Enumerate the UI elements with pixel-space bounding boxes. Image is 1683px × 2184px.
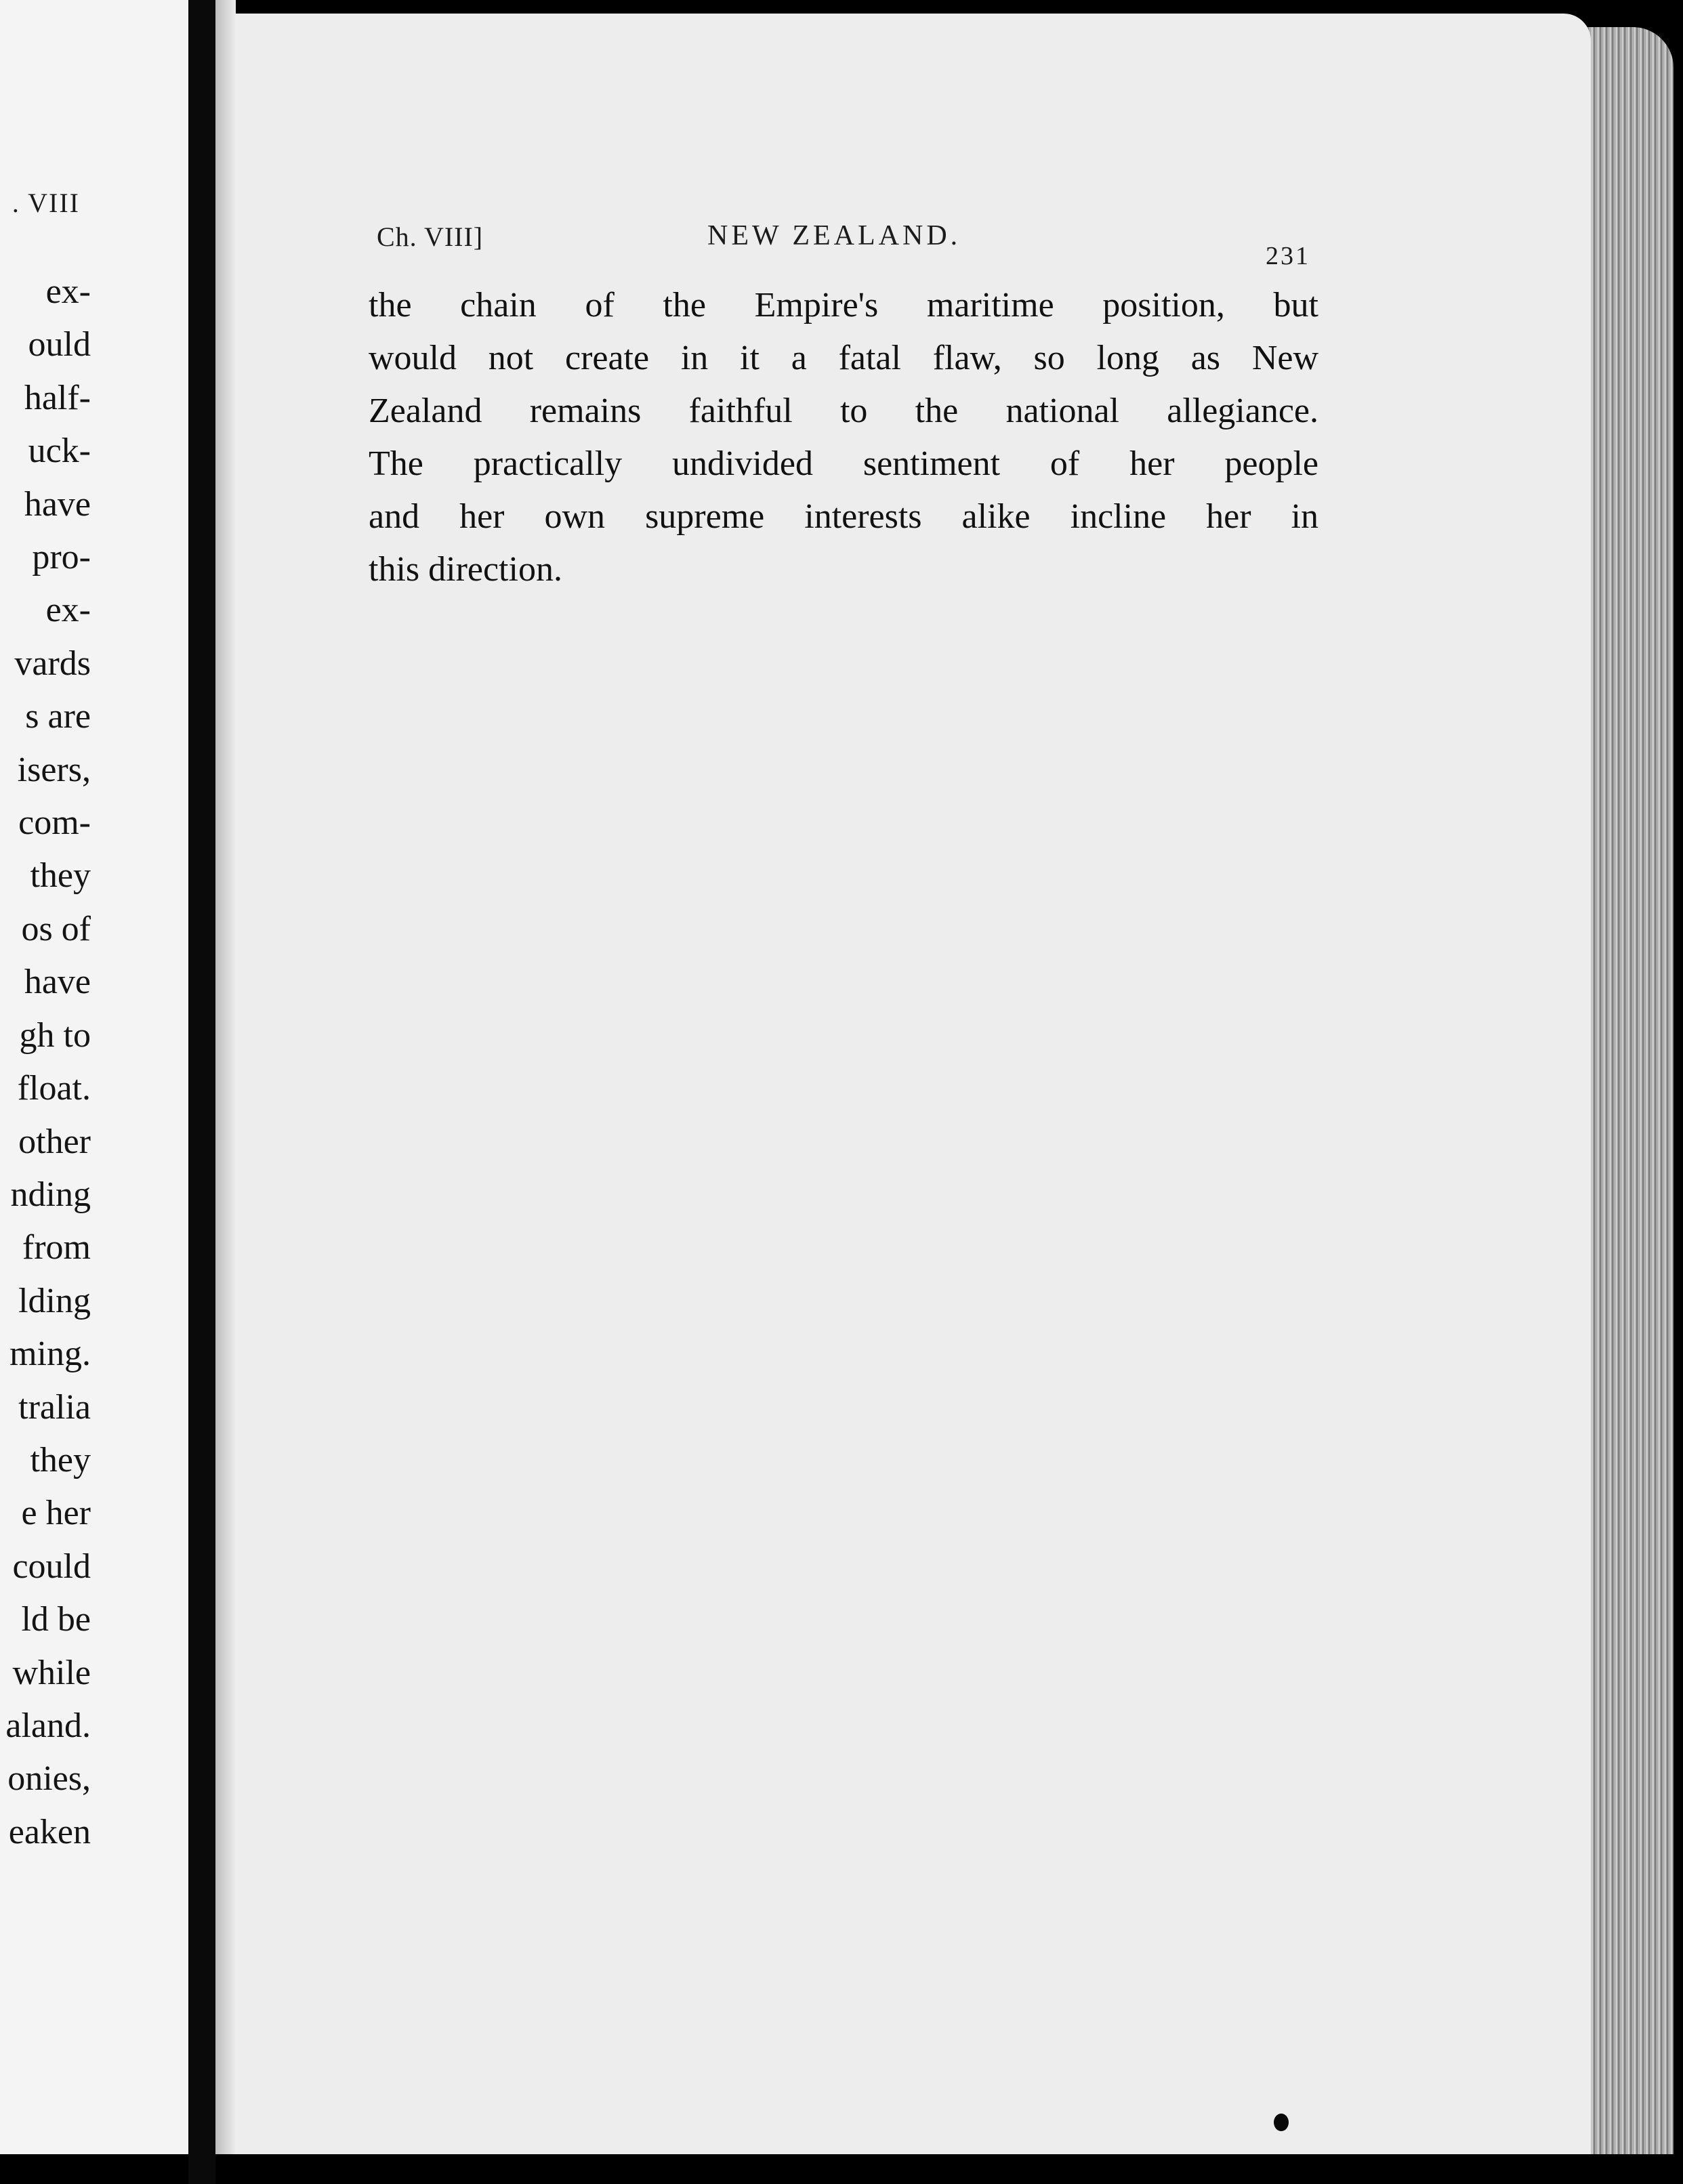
- left-line: from: [22, 1228, 91, 1267]
- left-line: eaken: [8, 1812, 91, 1851]
- left-line: os of: [21, 909, 91, 948]
- right-page: [236, 14, 1591, 2154]
- left-line: uck-: [28, 432, 91, 471]
- left-line: s are: [25, 697, 91, 736]
- page-number: 231: [1266, 242, 1310, 270]
- body-paragraph: [369, 279, 1318, 596]
- paragraph-line: The practically undivided sentiment of her people: [369, 444, 1318, 483]
- left-line: float.: [17, 1069, 91, 1108]
- paragraph-line: would not create in it a fatal flaw, so long as New: [369, 339, 1318, 377]
- left-line: they: [30, 1440, 91, 1479]
- left-line: com-: [18, 803, 91, 843]
- left-line: aland.: [5, 1706, 91, 1745]
- left-line: while: [12, 1653, 91, 1692]
- left-line: isers,: [17, 750, 91, 789]
- paragraph-line: the chain of the Empire's maritime position, but: [369, 286, 1318, 324]
- left-line: ould: [28, 325, 91, 364]
- ink-speck: [1274, 2114, 1289, 2131]
- paragraph-line: Zealand remains faithful to the national allegiance.: [369, 392, 1318, 430]
- book-gutter: [188, 0, 215, 2184]
- left-line: they: [30, 856, 91, 896]
- left-line: ld be: [21, 1600, 91, 1639]
- paragraph-line: and her own supreme interests alike incline her in: [369, 497, 1318, 536]
- running-title: NEW ZEALAND.: [707, 220, 961, 251]
- left-line: lding: [18, 1281, 91, 1320]
- left-line: gh to: [19, 1015, 91, 1055]
- left-line: nding: [10, 1175, 91, 1214]
- running-head: [236, 217, 1591, 270]
- left-page-text-column: [5, 266, 91, 1859]
- left-line: vards: [14, 644, 91, 683]
- left-line: ming.: [9, 1335, 91, 1374]
- left-running-head: . VIII: [12, 188, 80, 218]
- left-line: onies,: [7, 1759, 91, 1799]
- left-line: pro-: [32, 538, 91, 577]
- left-line: ex-: [45, 591, 91, 630]
- left-line: e her: [21, 1494, 91, 1533]
- left-line: could: [12, 1547, 91, 1586]
- left-line: tralia: [18, 1387, 91, 1427]
- gutter-shadow: [215, 0, 236, 2154]
- paragraph-line: this direction.: [369, 550, 562, 589]
- left-line: have: [24, 484, 91, 524]
- left-line: ex-: [45, 272, 91, 311]
- left-line: have: [24, 963, 91, 1002]
- left-line: other: [18, 1122, 91, 1161]
- chapter-reference: Ch. VIII]: [377, 222, 484, 252]
- left-page-fragment: [0, 0, 188, 2154]
- left-line: half-: [24, 378, 91, 417]
